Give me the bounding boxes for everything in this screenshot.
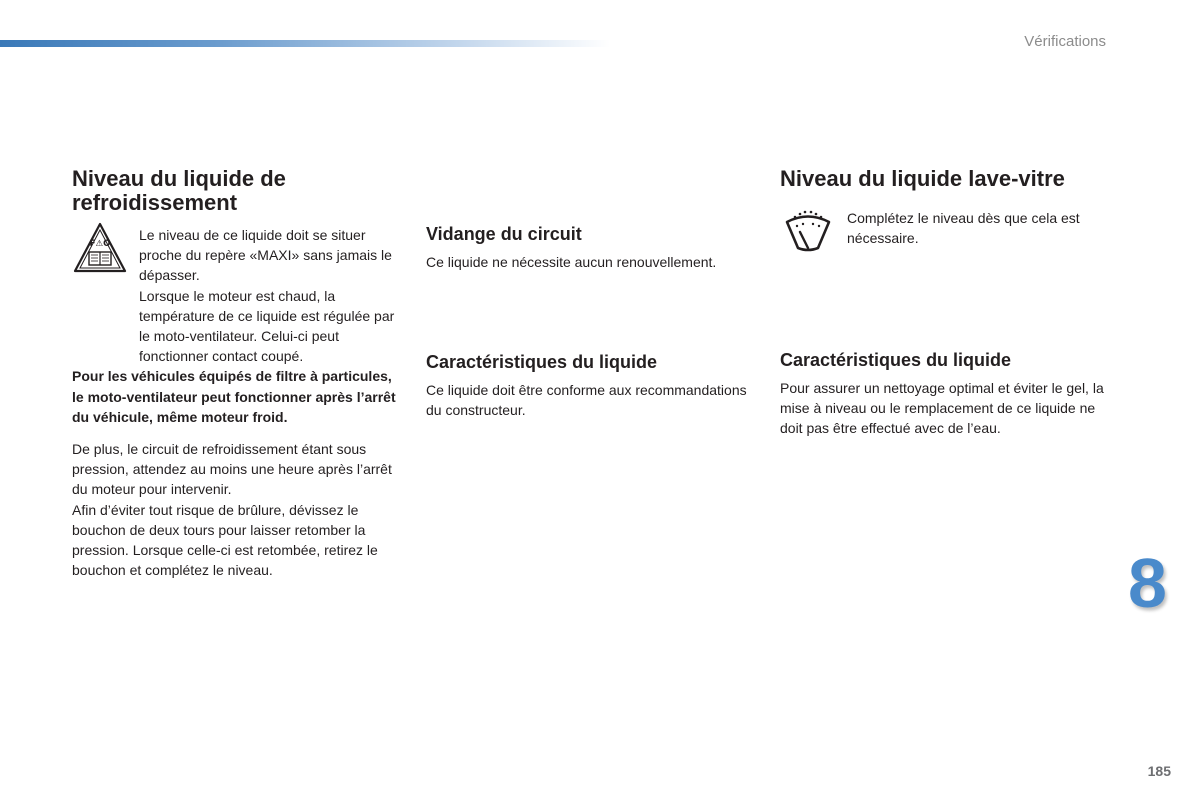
coolant-text-burn-risk: Afin d’éviter tout risque de brûlure, dévissez le bouchon de deux tours pour laisser retomber la pression. Lorsque celle-ci est retombée, retirez le bouchon et complétez le niveau. — [72, 501, 378, 579]
windscreen-washer-icon — [780, 208, 836, 262]
washer-section — [780, 167, 1110, 439]
chapter-number: 8 — [1128, 544, 1167, 622]
circuit-section — [426, 222, 756, 421]
washer-spec-title: Caractéristiques du liquide — [780, 350, 1012, 370]
coolant-spec-title: Caractéristiques du liquide — [426, 352, 658, 373]
coolant-title: Niveau du liquide de refroidissement — [72, 166, 286, 215]
coolant-text-level: Le niveau de ce liquide doit se situer proche du repère «MAXI» sans jamais le dépasser. — [139, 227, 392, 284]
coolant-text-pressure: De plus, le circuit de refroidissement étant sous pression, attendez au moins une heure après l’arrêt du moteur pour intervenir. — [72, 441, 392, 498]
washer-spec-text: Pour assurer un nettoyage optimal et éviter le gel, la mise à niveau ou le remplacement de ce liquide ne doit pas être effectué avec de l’eau. — [780, 380, 1104, 437]
coolant-spec-text: Ce liquide doit être conforme aux recommandations du constructeur. — [426, 382, 747, 419]
drain-text: Ce liquide ne nécessite aucun renouvellement. — [426, 254, 717, 270]
coolant-section — [72, 167, 402, 580]
coolant-text-hot — [139, 286, 402, 367]
coolant-text-particle-filter: Pour les véhicules équipés de filtre à particules, le moto-ventilateur peut fonctionner après l’arrêt du véhicule, même moteur froid. — [72, 368, 396, 425]
svg-text:F⚠O: F⚠O — [89, 239, 111, 249]
page-number: 185 — [1147, 763, 1171, 779]
coolant-text-hot-inner: Lorsque le moteur est chaud, la température de ce liquide est régulée par le moto-ventilateur. Celui-ci peut fonctionner contact coupé. — [139, 287, 395, 365]
section-title: Vérifications — [1024, 33, 1106, 50]
coolant-warning-icon — [72, 221, 128, 283]
header-accent-bar — [0, 40, 610, 47]
drain-title: Vidange du circuit — [426, 224, 582, 244]
washer-text: Complétez le niveau dès que cela est nécessaire. — [847, 210, 1080, 247]
washer-title: Niveau du liquide lave-vitre — [780, 166, 1065, 191]
